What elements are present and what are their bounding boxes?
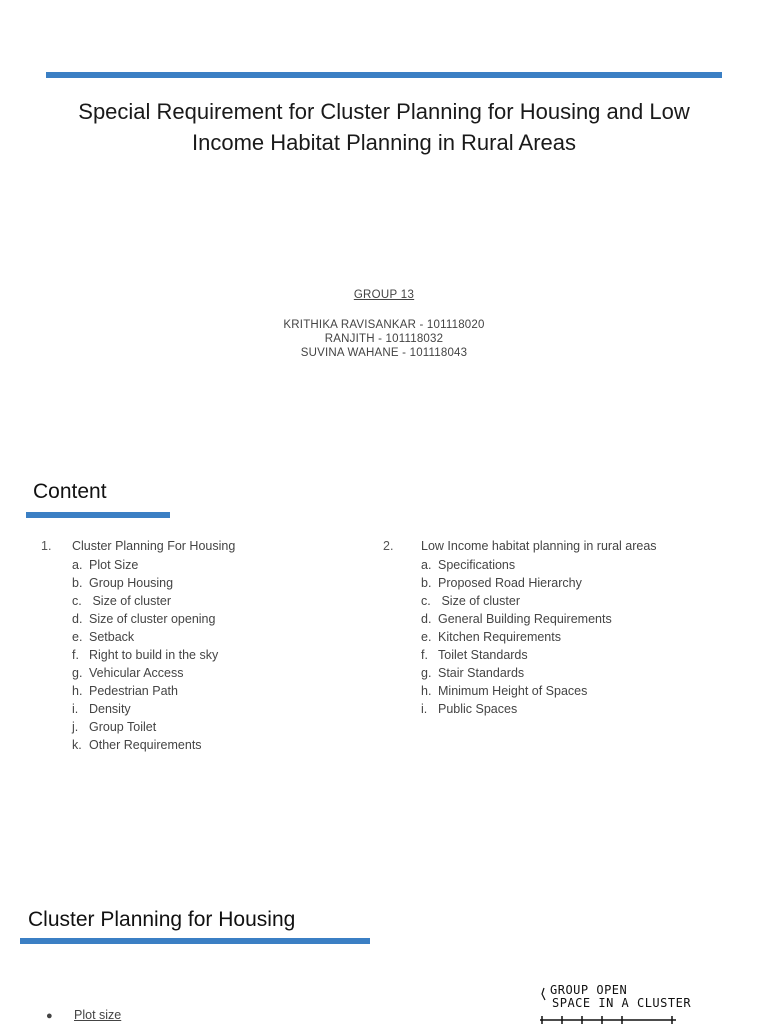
sketch-label (542, 984, 691, 1010)
list-item: a. Plot Size (72, 558, 139, 572)
list-item: d. General Building Requirements (421, 612, 612, 626)
member-3: SUVINA WAHANE - 101118043 (300, 347, 468, 359)
list-item: d. Size of cluster opening (72, 612, 216, 626)
list-item: g. Stair Standards (421, 666, 525, 680)
list-item: g. Vehicular Access (72, 666, 184, 680)
list-item: k. Other Requirements (72, 738, 202, 752)
group-block (0, 289, 768, 301)
list-item: h. Minimum Height of Spaces (421, 684, 588, 698)
col1-list (72, 556, 218, 754)
list-item: e. Setback (72, 630, 135, 644)
list-item: b. Group Housing (72, 576, 174, 590)
col1-number: 1. (41, 539, 52, 553)
col2-number: 2. (383, 539, 394, 553)
bullet-dot: ● (46, 1010, 53, 1022)
member-2: RANJITH - 101118032 (324, 333, 444, 345)
list-item: e. Kitchen Requirements (421, 630, 561, 644)
content-underline (26, 512, 170, 518)
list-item: c. Size of cluster (421, 594, 520, 608)
list-item: h. Pedestrian Path (72, 684, 178, 698)
list-item: i. Density (72, 702, 131, 716)
plot-size-link[interactable]: Plot size (74, 1008, 122, 1022)
cluster-underline (20, 938, 370, 944)
member-1: KRITHIKA RAVISANKAR - 101118020 (283, 319, 485, 331)
page-title: Special Requirement for Cluster Planning for Housing and Low Income Habitat Planning in Rural Areas (78, 99, 690, 155)
top-divider (46, 72, 722, 78)
members-list (0, 318, 768, 360)
sketch-label-line-2: SPACE IN A CLUSTER (552, 996, 692, 1010)
list-item: c. Size of cluster (72, 594, 171, 608)
list-item: f. Right to build in the sky (72, 648, 219, 662)
sketch-label-line-1: GROUP OPEN (550, 983, 628, 997)
list-item: b. Proposed Road Hierarchy (421, 576, 582, 590)
cluster-heading: Cluster Planning for Housing (28, 908, 296, 931)
col2-title: Low Income habitat planning in rural areas (421, 539, 657, 553)
list-item: f. Toilet Standards (421, 648, 528, 662)
list-item: j. Group Toilet (72, 720, 157, 734)
group-label: GROUP 13 (353, 289, 415, 301)
col2-list (421, 556, 612, 718)
list-item: a. Specifications (421, 558, 516, 572)
col1-title: Cluster Planning For Housing (72, 539, 236, 553)
content-heading: Content (33, 480, 107, 503)
list-item: i. Public Spaces (421, 702, 518, 716)
